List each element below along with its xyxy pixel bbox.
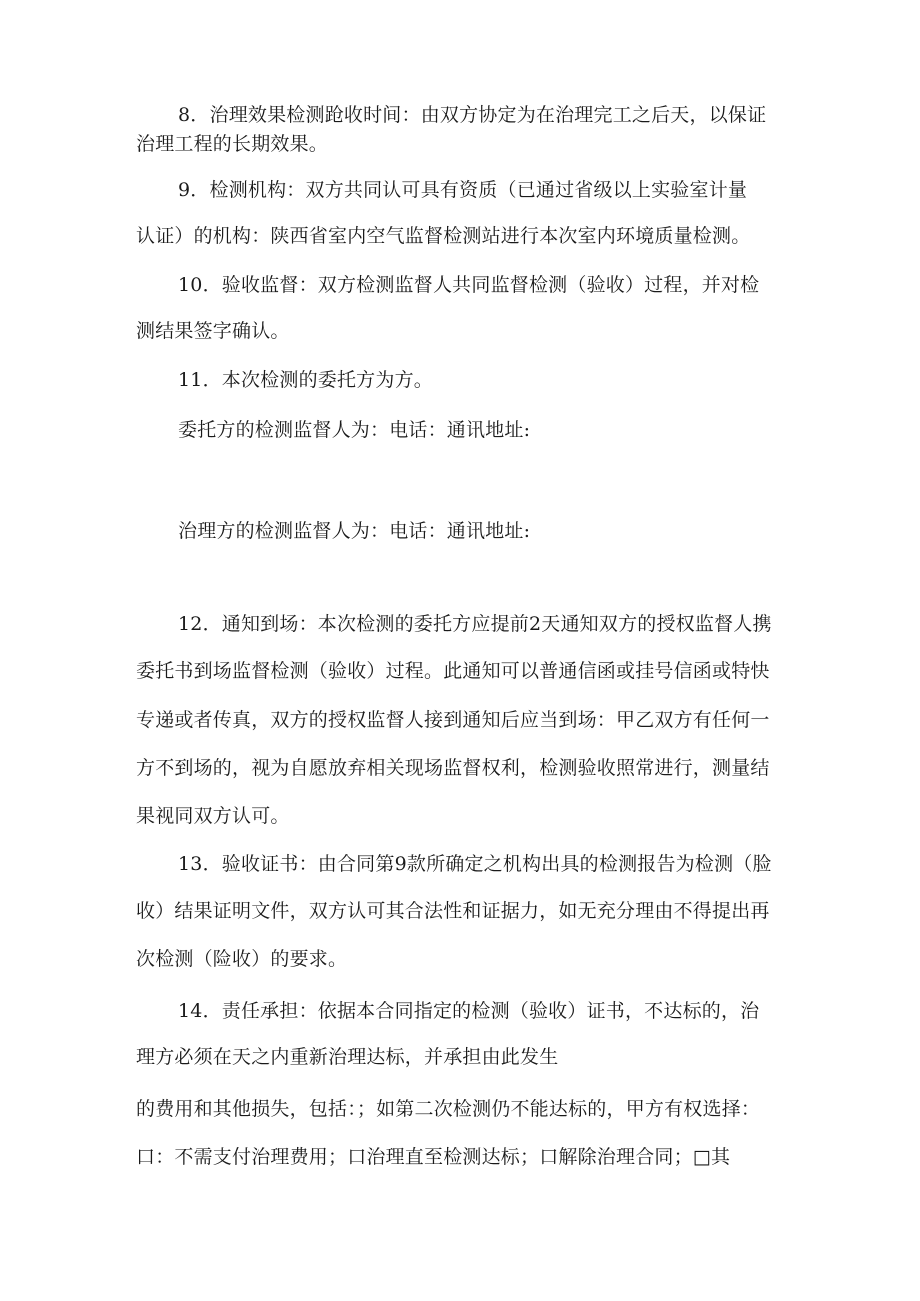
- clause-12-line-3: 专递或者传真，双方的授权监督人接到通知后应当到场：甲乙双方有任何一: [136, 709, 770, 731]
- clause-14-line-1: 14．责任承担：依据本合同指定的检测（验收）证书，不达标的，治: [178, 1000, 760, 1022]
- clause-13-line-3: 次检测（险收）的要求。: [136, 948, 348, 970]
- clause-12-line-4: 方不到场的，视为自愿放弃相关现场监督权利，检测验收照常进行，测量结: [136, 757, 770, 779]
- clause-10-line-2: 测结果签字确认。: [136, 320, 290, 342]
- clause-8-line-2: 治理工程的长期效果。: [136, 133, 329, 155]
- clause-13-line-2: 收）结果证明文件，双方认可其合法性和证据力，如无充分理由不得提出再: [136, 900, 770, 922]
- clause-10-line-1: 10．验收监督：双方检测监督人共同监督检测（验收）过程，并对检: [178, 274, 760, 296]
- clause-12-line-2: 委托书到场监督检测（验收）过程。此通知可以普通信函或挂号信函或特快: [136, 660, 770, 682]
- client-supervisor-line: 委托方的检测监督人为：电话：通讯地址:: [178, 419, 531, 441]
- contractor-supervisor-line: 治理方的检测监督人为：电话：通讯地址:: [178, 520, 531, 542]
- clause-13-line-1: 13．验收证书：由合同第9款所确定之机构出具的检测报告为检测（脸: [178, 853, 772, 875]
- clause-14-line-3: 的费用和其他损失，包括：；如第二次检测仍不能达标的，甲方有权选择：: [136, 1098, 761, 1120]
- clause-11-line-1: 11．本次检测的委托方为方。: [178, 369, 433, 391]
- clause-9-line-1: 9．检测机构：双方共同认可具有资质（已通过省级以上实验室计量: [178, 179, 748, 201]
- clause-12-line-1: 12．通知到场：本次检测的委托方应提前2天通知双方的授权监督人携: [178, 613, 772, 635]
- clause-12-line-5: 果视同双方认可。: [136, 805, 290, 827]
- clause-9-line-2: 认证）的机构：陕西省室内空气监督检测站进行本次室内环境质量检测。: [136, 225, 751, 247]
- clause-8-line-1: 8．治理效果检测跄收时间：由双方协定为在治理完工之后天，以保证: [178, 104, 767, 126]
- clause-14-line-2: 理方必须在天之内重新治理达标，并承担由此发生: [136, 1046, 559, 1068]
- clause-14-line-4: 口：不需支付治理费用；口治理直至检测达标；口解除治理合同；□其: [136, 1146, 731, 1168]
